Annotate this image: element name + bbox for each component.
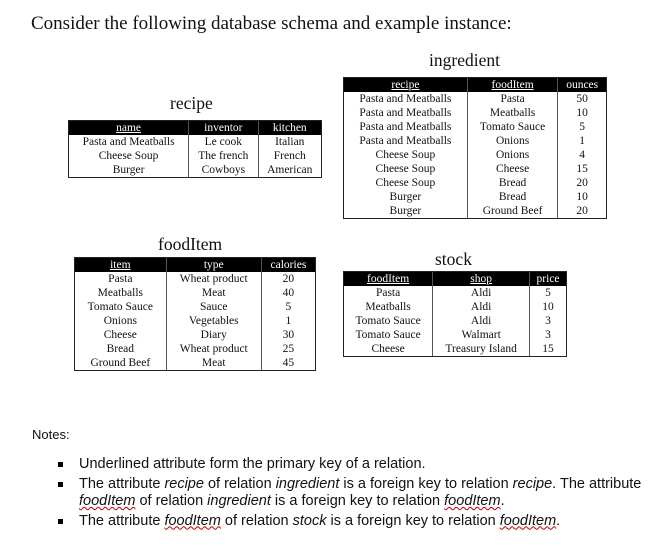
table-cell: Cowboys bbox=[189, 163, 258, 177]
table-header-row bbox=[75, 258, 315, 272]
note-text: is a foreign key to relation bbox=[339, 475, 513, 492]
table-cell: Sauce bbox=[166, 300, 261, 314]
table-cell: 10 bbox=[558, 106, 606, 120]
note-text: . bbox=[500, 493, 505, 509]
table-cell: Cheese Soup bbox=[375, 149, 436, 161]
table-cell: Cheese Soup bbox=[375, 177, 436, 189]
note-text: is a foreign key to relation bbox=[270, 493, 445, 509]
table-row bbox=[344, 314, 566, 328]
table-cell: Onions bbox=[467, 134, 558, 148]
recipe-title: recipe bbox=[170, 93, 213, 113]
table-cell: Tomato Sauce bbox=[467, 120, 558, 134]
ingredient-table bbox=[344, 78, 606, 218]
table-row bbox=[69, 149, 321, 163]
table-cell: Bread bbox=[467, 190, 558, 204]
table-cell: 5 bbox=[261, 300, 315, 314]
primary-key-header: foodItem bbox=[491, 79, 534, 91]
column-header bbox=[467, 78, 558, 92]
table-cell: The french bbox=[189, 149, 258, 163]
note-item bbox=[50, 456, 650, 474]
table-cell: 40 bbox=[261, 286, 315, 300]
column-header bbox=[344, 78, 467, 92]
table-cell: Italian bbox=[258, 135, 321, 149]
table-cell: 10 bbox=[558, 190, 606, 204]
column-header bbox=[69, 121, 189, 135]
stock-table bbox=[344, 272, 566, 356]
stock-title: stock bbox=[435, 249, 472, 269]
table-cell: Meatballs bbox=[365, 301, 411, 313]
table-cell: Pasta and Meatballs bbox=[359, 93, 452, 105]
column-header bbox=[433, 272, 530, 286]
table-row bbox=[75, 328, 315, 342]
note-text: . The attribute bbox=[552, 475, 642, 492]
note-text: Underlined attribute form the primary key of a relation. bbox=[79, 456, 426, 472]
recipe-table bbox=[69, 121, 321, 177]
table-row bbox=[344, 176, 606, 190]
table-row bbox=[344, 120, 606, 134]
table-row bbox=[75, 342, 315, 356]
recipe-table-box bbox=[68, 120, 322, 178]
table-cell: Aldi bbox=[433, 286, 530, 300]
table-cell: Burger bbox=[112, 164, 145, 176]
note-text: The attribute bbox=[79, 512, 165, 529]
table-cell: Pasta bbox=[375, 287, 401, 299]
table-cell: Tomato Sauce bbox=[355, 329, 421, 341]
fooditem-table bbox=[75, 258, 315, 370]
table-row bbox=[344, 204, 606, 218]
note-attribute: foodItem bbox=[79, 493, 136, 509]
table-row bbox=[344, 92, 606, 106]
table-cell: Wheat product bbox=[166, 272, 261, 286]
primary-key-header: name bbox=[116, 122, 142, 134]
table-cell: Pasta and Meatballs bbox=[82, 136, 175, 148]
note-relation: foodItem bbox=[499, 512, 557, 529]
column-header: kitchen bbox=[258, 121, 321, 135]
table-row bbox=[75, 356, 315, 370]
table-header-row bbox=[344, 272, 566, 286]
table-cell: Ground Beef bbox=[467, 204, 558, 218]
table-cell: Aldi bbox=[433, 300, 530, 314]
note-attribute: foodItem bbox=[164, 512, 221, 529]
notes-list bbox=[50, 456, 650, 532]
note-relation: foodItem bbox=[444, 493, 501, 509]
table-cell: Pasta and Meatballs bbox=[359, 107, 452, 119]
note-relation: stock bbox=[292, 512, 327, 529]
note-relation: ingredient bbox=[207, 493, 271, 509]
table-cell: Walmart bbox=[433, 328, 530, 342]
note-item bbox=[50, 476, 650, 511]
table-cell: Tomato Sauce bbox=[355, 315, 421, 327]
table-cell: Ground Beef bbox=[90, 357, 151, 369]
table-cell: Burger bbox=[389, 191, 422, 203]
table-row bbox=[344, 328, 566, 342]
table-cell: Vegetables bbox=[166, 314, 261, 328]
table-cell: 3 bbox=[530, 314, 566, 328]
table-cell: 45 bbox=[261, 356, 315, 370]
table-cell: French bbox=[258, 149, 321, 163]
ingredient-table-box bbox=[343, 77, 607, 219]
table-cell: Bread bbox=[467, 176, 558, 190]
table-cell: Burger bbox=[389, 205, 422, 217]
table-cell: 25 bbox=[261, 342, 315, 356]
stock-table-box bbox=[343, 271, 567, 357]
primary-key-header: shop bbox=[470, 273, 492, 285]
table-cell: 4 bbox=[558, 148, 606, 162]
table-cell: 3 bbox=[530, 328, 566, 342]
table-cell: 30 bbox=[261, 328, 315, 342]
table-cell: 1 bbox=[261, 314, 315, 328]
note-attribute: recipe bbox=[164, 475, 204, 492]
column-header: type bbox=[166, 258, 261, 272]
column-header bbox=[344, 272, 433, 286]
note-item bbox=[50, 513, 650, 531]
table-cell: 50 bbox=[558, 92, 606, 106]
table-row bbox=[344, 342, 566, 356]
column-header: inventor bbox=[189, 121, 258, 135]
table-cell: Cheese bbox=[467, 162, 558, 176]
page-heading: Consider the following database schema and example instance: bbox=[31, 13, 512, 34]
column-header: calories bbox=[261, 258, 315, 272]
notes-title: Notes: bbox=[32, 427, 70, 442]
table-cell: Wheat product bbox=[166, 342, 261, 356]
table-cell: Pasta and Meatballs bbox=[359, 135, 452, 147]
table-cell: Pasta bbox=[467, 92, 558, 106]
note-relation: ingredient bbox=[275, 475, 340, 492]
table-cell: 20 bbox=[558, 176, 606, 190]
note-text: of relation bbox=[203, 475, 276, 492]
table-cell: 5 bbox=[558, 120, 606, 134]
table-row bbox=[75, 286, 315, 300]
table-cell: Tomato Sauce bbox=[87, 301, 153, 313]
table-cell: Meatballs bbox=[97, 287, 143, 299]
primary-key-header: item bbox=[110, 259, 131, 271]
column-header: ounces bbox=[558, 78, 606, 92]
table-row bbox=[344, 190, 606, 204]
table-row bbox=[69, 163, 321, 177]
note-text: is a foreign key to relation bbox=[326, 512, 500, 529]
table-cell: Cheese bbox=[371, 343, 405, 355]
table-cell: 1 bbox=[558, 134, 606, 148]
table-cell: Meat bbox=[166, 286, 261, 300]
table-row bbox=[75, 314, 315, 328]
fooditem-title: foodItem bbox=[158, 234, 223, 254]
table-cell: 15 bbox=[530, 342, 566, 356]
note-text: The attribute bbox=[79, 475, 165, 492]
table-cell: Cheese Soup bbox=[375, 163, 436, 175]
table-row bbox=[344, 162, 606, 176]
table-header-row bbox=[69, 121, 321, 135]
table-header-row bbox=[344, 78, 606, 92]
table-cell: Le cook bbox=[189, 135, 258, 149]
table-cell: American bbox=[258, 163, 321, 177]
primary-key-header: foodItem bbox=[367, 273, 410, 285]
fooditem-table-box bbox=[74, 257, 316, 371]
table-cell: Onions bbox=[103, 315, 137, 327]
table-row bbox=[75, 272, 315, 286]
column-header: price bbox=[530, 272, 566, 286]
table-row bbox=[344, 300, 566, 314]
table-cell: Meatballs bbox=[467, 106, 558, 120]
note-text: of relation bbox=[135, 493, 208, 509]
table-row bbox=[344, 134, 606, 148]
table-cell: 10 bbox=[530, 300, 566, 314]
note-text: . bbox=[556, 512, 561, 529]
table-row bbox=[75, 300, 315, 314]
table-cell: 5 bbox=[530, 286, 566, 300]
table-row bbox=[344, 148, 606, 162]
primary-key-header: recipe bbox=[391, 79, 420, 91]
table-cell: 15 bbox=[558, 162, 606, 176]
column-header bbox=[75, 258, 166, 272]
note-relation: recipe bbox=[512, 475, 553, 492]
table-cell: Diary bbox=[166, 328, 261, 342]
table-cell: Onions bbox=[467, 148, 558, 162]
table-cell: Bread bbox=[106, 343, 135, 355]
table-cell: Cheese Soup bbox=[98, 150, 159, 162]
table-cell: Treasury Island bbox=[433, 342, 530, 356]
table-cell: Aldi bbox=[433, 314, 530, 328]
table-cell: 20 bbox=[558, 204, 606, 218]
table-cell: Pasta and Meatballs bbox=[359, 121, 452, 133]
table-cell: Pasta bbox=[108, 273, 133, 285]
table-row bbox=[344, 286, 566, 300]
table-cell: Meat bbox=[166, 356, 261, 370]
table-cell: 20 bbox=[261, 272, 315, 286]
table-cell: Cheese bbox=[103, 329, 137, 341]
note-text: of relation bbox=[220, 512, 293, 529]
table-row bbox=[344, 106, 606, 120]
ingredient-title: ingredient bbox=[429, 50, 500, 70]
table-row bbox=[69, 135, 321, 149]
